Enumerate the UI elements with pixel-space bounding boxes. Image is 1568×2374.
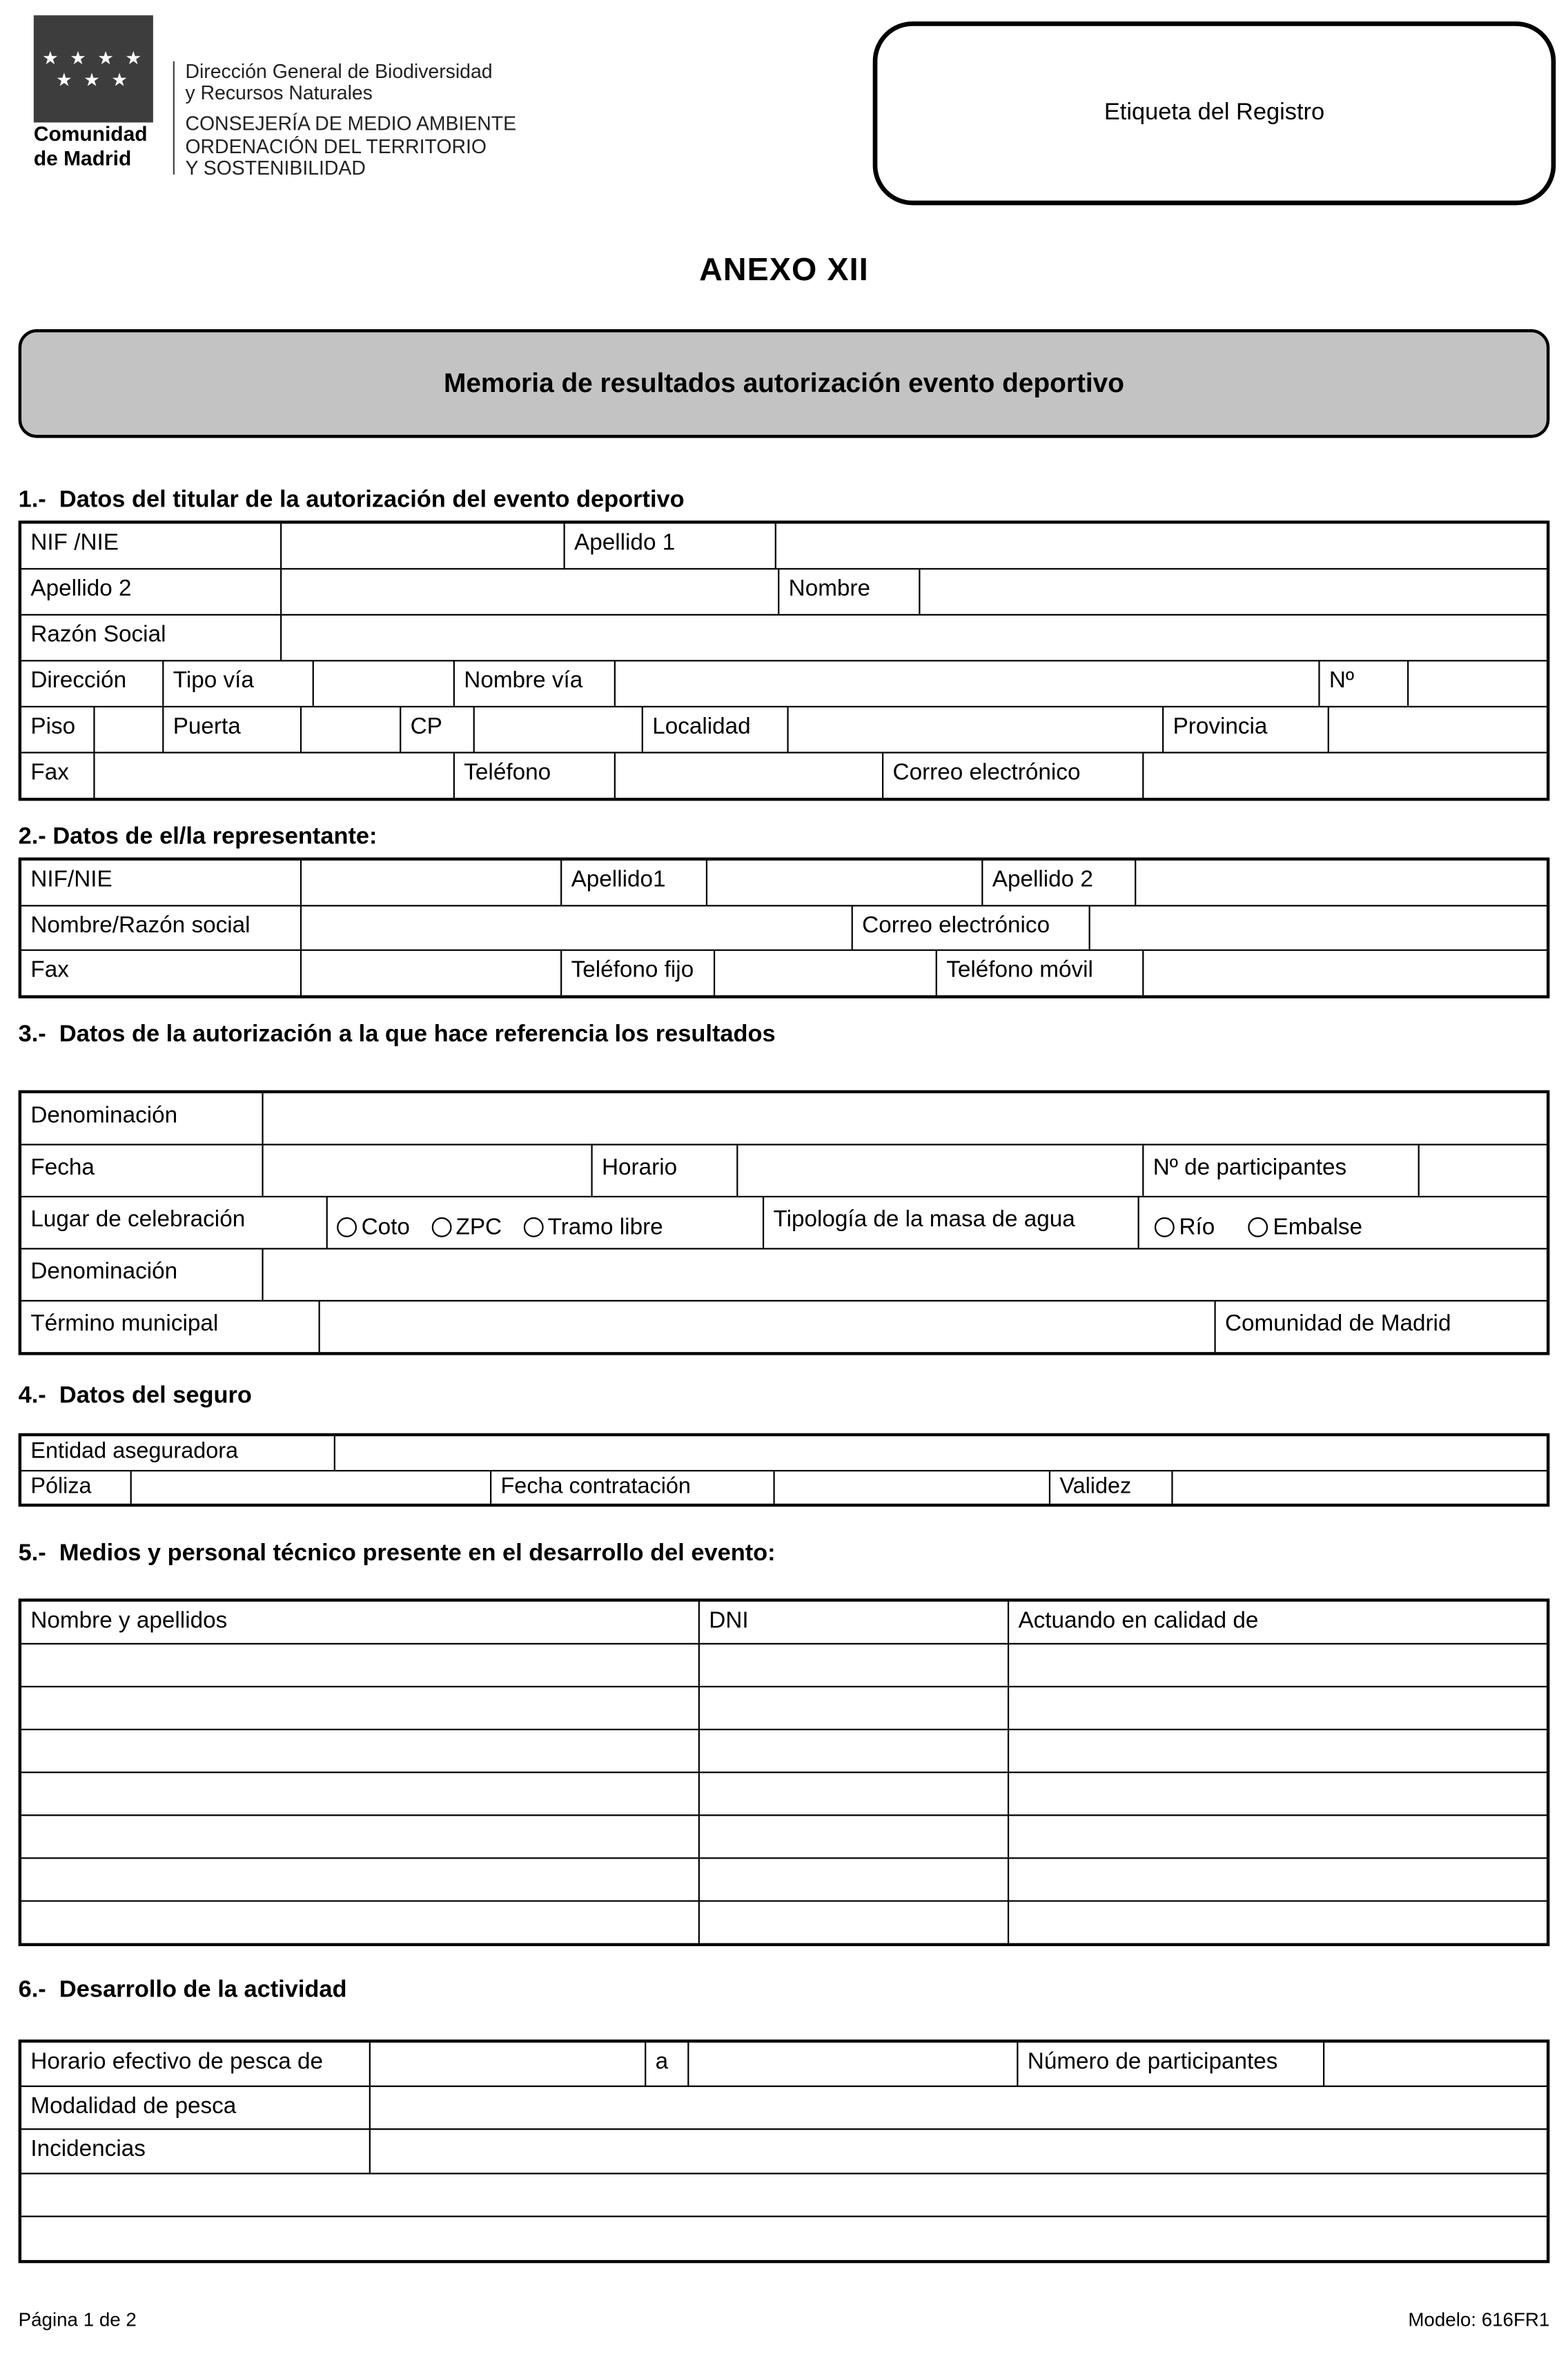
table-row bbox=[21, 1857, 1547, 1900]
num-participantes-field[interactable] bbox=[1324, 2043, 1547, 2085]
desarrollo-table bbox=[19, 2039, 1550, 2262]
nombre-via-label: Nombre vía bbox=[455, 662, 616, 706]
entidad-label: Entidad aseguradora bbox=[21, 1436, 335, 1469]
puerta-field[interactable] bbox=[302, 707, 401, 752]
table-row bbox=[21, 660, 1547, 706]
rep-apellido1-field[interactable] bbox=[707, 861, 983, 904]
termino-field[interactable] bbox=[320, 1302, 1216, 1352]
comunidad-madrid-logo bbox=[34, 15, 159, 170]
personal-dni-field[interactable] bbox=[700, 1687, 1009, 1729]
autorizacion-table bbox=[19, 1090, 1550, 1355]
radio-coto[interactable] bbox=[337, 1217, 357, 1237]
poliza-field[interactable] bbox=[132, 1471, 491, 1504]
piso-field[interactable] bbox=[95, 707, 164, 752]
denominacion2-field[interactable] bbox=[264, 1250, 1547, 1300]
radio-rio[interactable] bbox=[1155, 1217, 1175, 1237]
direccion-label: Dirección bbox=[21, 662, 164, 706]
fecha-label: Fecha bbox=[21, 1146, 264, 1196]
nombre-via-field[interactable] bbox=[616, 662, 1320, 706]
localidad-label: Localidad bbox=[643, 707, 789, 752]
titular-table bbox=[19, 520, 1550, 801]
provincia-field[interactable] bbox=[1329, 707, 1547, 752]
fecha-field[interactable] bbox=[264, 1146, 593, 1196]
header-divider bbox=[173, 61, 175, 175]
denominacion-label: Denominación bbox=[21, 1093, 264, 1144]
table-row bbox=[21, 2043, 1547, 2085]
table-row bbox=[21, 614, 1547, 660]
table-row bbox=[21, 706, 1547, 752]
piso-label: Piso bbox=[21, 707, 95, 752]
section3-heading: 3.- Datos de la autorización a la que hace referencia los resultados bbox=[18, 1021, 776, 1048]
apellido2-field[interactable] bbox=[282, 569, 779, 614]
org-line3: CONSEJERÍA DE MEDIO AMBIENTE bbox=[185, 112, 517, 136]
personal-calidad-field[interactable] bbox=[1009, 1687, 1547, 1729]
radio-zpc-label: ZPC bbox=[455, 1214, 502, 1241]
col-nombre-apellidos: Nombre y apellidos bbox=[21, 1602, 700, 1643]
table-row bbox=[21, 1248, 1547, 1299]
personal-dni-field[interactable] bbox=[700, 1645, 1009, 1686]
org-block bbox=[185, 61, 516, 179]
rep-fax-label: Fax bbox=[21, 951, 302, 994]
table-row bbox=[21, 1900, 1547, 1943]
radio-coto-label: Coto bbox=[361, 1214, 410, 1241]
horario-field[interactable] bbox=[738, 1146, 1144, 1196]
fax-field[interactable] bbox=[95, 754, 455, 798]
table-row bbox=[21, 904, 1547, 949]
personal-nombre-field[interactable] bbox=[21, 1645, 700, 1686]
model-number: Modelo: 616FR1 bbox=[1408, 2308, 1550, 2331]
horario-hasta-field[interactable] bbox=[689, 2043, 1018, 2085]
rep-correo-field[interactable] bbox=[1090, 905, 1547, 949]
provincia-label: Provincia bbox=[1164, 707, 1329, 752]
incidencias-field[interactable] bbox=[371, 2130, 1547, 2172]
table-row bbox=[21, 1814, 1547, 1857]
representante-table bbox=[19, 858, 1550, 998]
radio-rio-label: Río bbox=[1179, 1214, 1215, 1241]
nif-field[interactable] bbox=[282, 524, 565, 568]
rep-nif-label: NIF/NIE bbox=[21, 861, 302, 904]
page-title: ANEXO XII bbox=[699, 253, 869, 288]
horario-desde-field[interactable] bbox=[371, 2043, 646, 2085]
stars-top: ★ ★ ★ ★ bbox=[41, 46, 145, 68]
tipologia-label: Tipología de la masa de agua bbox=[764, 1197, 1139, 1248]
personal-dni-field[interactable] bbox=[700, 1730, 1009, 1772]
table-row bbox=[21, 1196, 1547, 1248]
section1-heading: 1.- Datos del titular de la autorización del evento deportivo bbox=[18, 487, 685, 513]
rep-telefono-movil-label: Teléfono móvil bbox=[937, 951, 1144, 994]
denominacion2-label: Denominación bbox=[21, 1250, 264, 1300]
tipo-via-field[interactable] bbox=[314, 662, 455, 706]
correo-label: Correo electrónico bbox=[883, 754, 1144, 798]
radio-embalse[interactable] bbox=[1248, 1217, 1268, 1237]
personal-nombre-field[interactable] bbox=[21, 1902, 700, 1943]
table-row bbox=[21, 1772, 1547, 1814]
rep-telefono-fijo-label: Teléfono fijo bbox=[562, 951, 715, 994]
rep-apellido2-label: Apellido 2 bbox=[983, 861, 1136, 904]
rep-nombre-razon-field[interactable] bbox=[302, 905, 853, 949]
personal-calidad-field[interactable] bbox=[1009, 1645, 1547, 1686]
personal-calidad-field[interactable] bbox=[1009, 1816, 1547, 1857]
personal-nombre-field[interactable] bbox=[21, 1773, 700, 1814]
radio-tramo-libre[interactable] bbox=[523, 1217, 543, 1237]
puerta-label: Puerta bbox=[164, 707, 302, 752]
section4-heading: 4.- Datos del seguro bbox=[18, 1382, 252, 1409]
table-row bbox=[21, 1436, 1547, 1469]
razon-social-field[interactable] bbox=[282, 616, 1547, 660]
personal-dni-field[interactable] bbox=[700, 1773, 1009, 1814]
personal-dni-field[interactable] bbox=[700, 1859, 1009, 1901]
section5-heading: 5.- Medios y personal técnico presente en el desarrollo del evento: bbox=[18, 1540, 776, 1567]
denominacion-field[interactable] bbox=[264, 1093, 1547, 1144]
rep-telefono-movil-field[interactable] bbox=[1144, 951, 1547, 994]
radio-tramo-libre-label: Tramo libre bbox=[547, 1214, 663, 1241]
tipo-via-label: Tipo vía bbox=[164, 662, 313, 706]
personal-nombre-field[interactable] bbox=[21, 1859, 700, 1901]
seguro-table bbox=[19, 1433, 1550, 1507]
rep-apellido2-field[interactable] bbox=[1136, 861, 1547, 904]
apellido2-label: Apellido 2 bbox=[21, 569, 282, 614]
masa-agua-radio-group bbox=[1139, 1197, 1547, 1248]
incidencias-label: Incidencias bbox=[21, 2130, 371, 2172]
nif-label: NIF /NIE bbox=[21, 524, 282, 568]
logo-text-line1: Comunidad bbox=[33, 122, 148, 146]
table-row bbox=[21, 1300, 1547, 1352]
table-row bbox=[21, 1093, 1547, 1144]
horario-label: Horario bbox=[593, 1146, 738, 1196]
fecha-contratacion-field[interactable] bbox=[775, 1471, 1050, 1504]
org-line1: Dirección General de Biodiversidad bbox=[185, 59, 493, 83]
rep-nif-field[interactable] bbox=[302, 861, 562, 904]
org-line2: y Recursos Naturales bbox=[185, 81, 373, 105]
poliza-label: Póliza bbox=[21, 1471, 132, 1504]
telefono-label: Teléfono bbox=[455, 754, 616, 798]
table-row bbox=[21, 524, 1547, 568]
rep-correo-label: Correo electrónico bbox=[853, 905, 1090, 949]
personal-nombre-field[interactable] bbox=[21, 1687, 700, 1729]
lugar-label: Lugar de celebración bbox=[21, 1197, 328, 1248]
rep-fax-field[interactable] bbox=[302, 951, 562, 994]
numero-field[interactable] bbox=[1409, 662, 1547, 706]
validez-label: Validez bbox=[1050, 1471, 1173, 1504]
personal-nombre-field[interactable] bbox=[21, 1816, 700, 1857]
radio-embalse-label: Embalse bbox=[1273, 1214, 1363, 1241]
table-row bbox=[21, 2216, 1547, 2259]
modalidad-label: Modalidad de pesca bbox=[21, 2086, 371, 2128]
table-row bbox=[21, 861, 1547, 904]
seven-stars-icon bbox=[34, 15, 153, 122]
org-line5: Y SOSTENIBILIDAD bbox=[185, 155, 366, 179]
personal-calidad-field[interactable] bbox=[1009, 1773, 1547, 1814]
personal-calidad-field[interactable] bbox=[1009, 1730, 1547, 1772]
section6-heading: 6.- Desarrollo de la actividad bbox=[18, 1976, 347, 2003]
termino-label: Término municipal bbox=[21, 1302, 320, 1352]
table-row bbox=[21, 1643, 1547, 1686]
personal-calidad-field[interactable] bbox=[1009, 1902, 1547, 1943]
lugar-radio-group bbox=[328, 1197, 764, 1248]
validez-field[interactable] bbox=[1173, 1471, 1547, 1504]
table-row bbox=[21, 1729, 1547, 1772]
table-row bbox=[21, 950, 1547, 994]
registry-label: Etiqueta del Registro bbox=[1104, 99, 1325, 126]
telefono-field[interactable] bbox=[616, 754, 883, 798]
participantes-label: Nº de participantes bbox=[1144, 1146, 1419, 1196]
personal-nombre-field[interactable] bbox=[21, 1730, 700, 1772]
rep-apellido1-label: Apellido1 bbox=[562, 861, 707, 904]
horario-a-label: a bbox=[646, 2043, 689, 2085]
org-line4: ORDENACIÓN DEL TERRITORIO bbox=[185, 134, 487, 157]
logo-text-line2: de Madrid bbox=[33, 146, 132, 170]
form-title-banner bbox=[19, 329, 1550, 438]
entidad-field[interactable] bbox=[335, 1436, 1547, 1469]
table-row bbox=[21, 1469, 1547, 1504]
comunidad-label: Comunidad de Madrid bbox=[1225, 1311, 1451, 1337]
personal-dni-field[interactable] bbox=[700, 1902, 1009, 1943]
col-dni: DNI bbox=[700, 1602, 1009, 1643]
localidad-field[interactable] bbox=[789, 707, 1164, 752]
form-title: Memoria de resultados autorización evento deportivo bbox=[443, 367, 1125, 398]
num-participantes-label: Número de participantes bbox=[1018, 2043, 1324, 2085]
nombre-field[interactable] bbox=[920, 569, 1546, 614]
section2-heading: 2.- Datos de el/la representante: bbox=[18, 823, 378, 850]
incidencias-extra-field[interactable] bbox=[21, 2217, 1547, 2259]
table-row bbox=[21, 2172, 1547, 2215]
apellido1-label: Apellido 1 bbox=[565, 524, 776, 568]
fecha-contratacion-label: Fecha contratación bbox=[491, 1471, 774, 1504]
table-row bbox=[21, 2128, 1547, 2172]
rep-telefono-fijo-field[interactable] bbox=[715, 951, 937, 994]
col-actuando: Actuando en calidad de bbox=[1018, 1607, 1259, 1634]
fax-label: Fax bbox=[21, 754, 95, 798]
horario-pesca-label: Horario efectivo de pesca de bbox=[21, 2043, 371, 2085]
personal-calidad-field[interactable] bbox=[1009, 1859, 1547, 1901]
table-row bbox=[21, 1686, 1547, 1729]
table-row bbox=[21, 568, 1547, 614]
personal-table bbox=[19, 1598, 1550, 1946]
table-row bbox=[21, 1144, 1547, 1195]
incidencias-extra-field[interactable] bbox=[21, 2174, 1547, 2216]
cp-label: CP bbox=[401, 707, 475, 752]
apellido1-field[interactable] bbox=[776, 524, 1547, 568]
correo-field[interactable] bbox=[1144, 754, 1547, 798]
rep-nombre-razon-label: Nombre/Razón social bbox=[21, 905, 302, 949]
table-row bbox=[21, 2085, 1547, 2128]
radio-zpc[interactable] bbox=[431, 1217, 451, 1237]
table-row bbox=[21, 752, 1547, 798]
table-header-row bbox=[21, 1602, 1547, 1643]
stars-bottom: ★ ★ ★ bbox=[56, 68, 131, 90]
modalidad-field[interactable] bbox=[371, 2086, 1547, 2128]
page-number: Página 1 de 2 bbox=[18, 2308, 137, 2331]
numero-label: Nº bbox=[1320, 662, 1409, 706]
personal-dni-field[interactable] bbox=[700, 1816, 1009, 1857]
participantes-field[interactable] bbox=[1420, 1146, 1547, 1196]
registry-label-box bbox=[873, 21, 1556, 205]
razon-social-label: Razón Social bbox=[21, 616, 282, 660]
cp-field[interactable] bbox=[475, 707, 643, 752]
nombre-label: Nombre bbox=[779, 569, 920, 614]
